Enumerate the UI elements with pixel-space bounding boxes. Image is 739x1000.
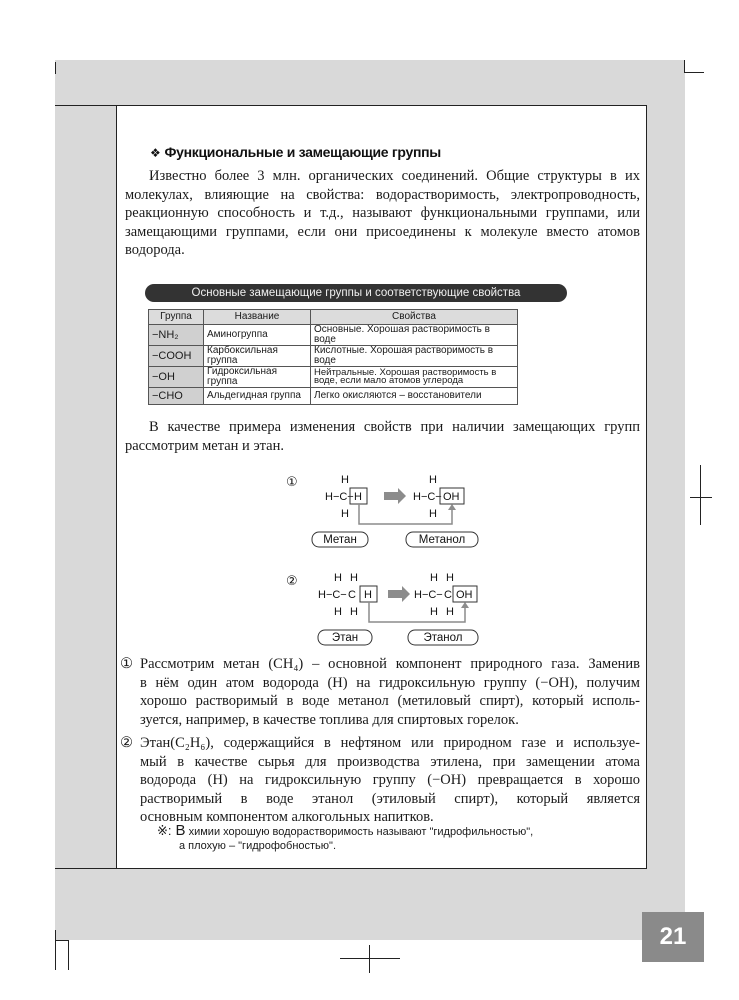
atom-label: H: [446, 572, 454, 584]
atom-label: H: [341, 474, 349, 486]
group-cell: −OH: [149, 367, 204, 388]
connector-line: [359, 504, 452, 524]
note-line: растворимый в воде этанол (этиловый спирт), который является: [140, 790, 640, 807]
intro-paragraph: [125, 167, 640, 260]
page-number: 21: [642, 912, 704, 962]
intro-line: молекулах, влияющие на свойства: водорастворимость, электропроводность,: [125, 186, 640, 203]
crop-mark: [68, 940, 69, 970]
atom-label: H: [334, 572, 342, 584]
diagram-number-1: ①: [286, 474, 298, 489]
crop-mark: [684, 60, 685, 72]
table-row: [149, 367, 518, 388]
atom-label: H: [446, 606, 454, 618]
props-cell: Кислотные. Хорошая растворимость в воде: [311, 346, 518, 367]
atom-label: H−C−: [325, 491, 354, 503]
crop-mark: [55, 930, 56, 970]
crop-mark: [55, 940, 69, 941]
diamond-bullet-icon: ❖: [150, 146, 161, 160]
name-cell: Карбоксильная группа: [204, 346, 311, 367]
methane-ethane-diagram: [280, 468, 510, 653]
note-line: основным компонентом алкогольных напитков.: [140, 809, 434, 825]
props-cell: Основные. Хорошая растворимость в воде: [311, 325, 518, 346]
connector-arrowhead: [448, 504, 456, 510]
note-line: хорошо растворимый в воде метанол (метиловый спирт), который исполь-: [140, 693, 640, 709]
atom-label: H: [341, 508, 349, 520]
atom-label: C: [444, 589, 452, 601]
group-cell: −CHO: [149, 388, 204, 405]
atom-label: H: [354, 491, 362, 503]
table-caption: Основные замещающие группы и соответствующие свойства: [145, 284, 567, 302]
diagram-number-2: ②: [286, 573, 298, 588]
example-paragraph: [125, 418, 640, 455]
note-item: [120, 734, 640, 827]
crop-mark: [369, 945, 370, 973]
note-line: Рассмотрим метан (CH₄) – основной компонент природного газа. Заменив: [140, 656, 640, 672]
footnote-big-letter: В: [175, 822, 186, 839]
intro-line: водорода.: [125, 242, 185, 258]
frame-bottom-rule: [55, 868, 647, 869]
reaction-arrow: [388, 586, 410, 602]
crop-mark: [690, 497, 712, 498]
atom-label: C: [348, 589, 356, 601]
note-number: ①: [120, 656, 133, 672]
table-row: [149, 346, 518, 367]
name-cell: Аминогруппа: [204, 325, 311, 346]
atom-label: H−C−: [414, 589, 443, 601]
crop-mark: [55, 62, 56, 74]
section-title: ❖ Функциональные и замещающие группы: [150, 144, 441, 160]
column-header: Название: [204, 310, 311, 325]
atom-label: H: [350, 572, 358, 584]
atom-label: H−C−: [318, 589, 347, 601]
ethane-label: Этан: [331, 632, 359, 644]
notes-list: [120, 655, 640, 832]
atom-label: H: [334, 606, 342, 618]
example-line: В качестве примера изменения свойств при наличии замещающих групп: [149, 419, 640, 435]
connector-arrowhead: [461, 602, 469, 608]
atom-label: H: [429, 508, 437, 520]
note-line: мый в качестве сырья для производства этилена, при замещении атома: [140, 753, 640, 770]
note-item: [120, 655, 640, 729]
atom-label: H: [430, 572, 438, 584]
note-line: в нём один атом водорода (H) на гидроксильную группу (−OH), получим: [140, 674, 640, 691]
props-cell: Легко окисляются – восстановители: [311, 388, 518, 405]
atom-label: H−C−: [413, 491, 442, 503]
substituent-groups-table: [148, 309, 518, 405]
atom-label: H: [429, 474, 437, 486]
atom-label: H: [364, 589, 372, 601]
column-header: Свойства: [311, 310, 518, 325]
name-cell: Гидроксильная группа: [204, 367, 311, 388]
atom-label: H: [430, 606, 438, 618]
group-cell: −COOH: [149, 346, 204, 367]
intro-line: реакционную способность и т.д., называют функциональными группами, или: [125, 205, 640, 221]
intro-line: Известно более 3 млн. органических соединений. Общие структуры в их: [149, 168, 640, 184]
note-line: водорода (H) на гидроксильную группу (−OH) превращается в хорошо: [140, 772, 640, 788]
crop-mark: [700, 465, 701, 525]
crop-mark: [340, 958, 400, 959]
footnote-text: химии хорошую водорастворимость называют "гидрофильностью",: [185, 826, 534, 838]
footnote-text: а плохую – "гидрофобностью".: [179, 840, 337, 852]
column-header: Группа: [149, 310, 204, 325]
table-row: [149, 325, 518, 346]
footnote-line-1: [157, 824, 533, 839]
table-row: [149, 388, 518, 405]
table-header-row: [149, 310, 518, 325]
crop-mark: [684, 72, 704, 73]
footnote: [157, 824, 533, 853]
name-cell: Альдегидная группа: [204, 388, 311, 405]
ethanol-label: Этанол: [423, 632, 463, 644]
methanol-label: Метанол: [418, 534, 466, 546]
intro-line: замещающими группами, если они присоединены к молекуле вместо атомов: [125, 223, 640, 240]
note-line: зуется, например, в качестве топлива для спиртовых горелок.: [140, 711, 519, 728]
frame-top-rule: [55, 105, 647, 106]
group-cell: −NH₂: [149, 325, 204, 346]
example-line: рассмотрим метан и этан.: [125, 437, 285, 454]
atom-label: OH: [456, 589, 473, 601]
methane-label: Метан: [323, 534, 357, 546]
atom-label: H: [350, 606, 358, 618]
note-number: ②: [120, 735, 133, 751]
reference-mark-icon: ※:: [157, 823, 172, 838]
reaction-arrow: [384, 488, 406, 504]
atom-label: OH: [443, 491, 460, 503]
note-line: Этан(C₂H₆), содержащийся в нефтяном или природном газе и используе-: [140, 735, 640, 751]
props-cell: Нейтральные. Хорошая растворимость в воде, если мало атомов углерода: [311, 367, 518, 388]
